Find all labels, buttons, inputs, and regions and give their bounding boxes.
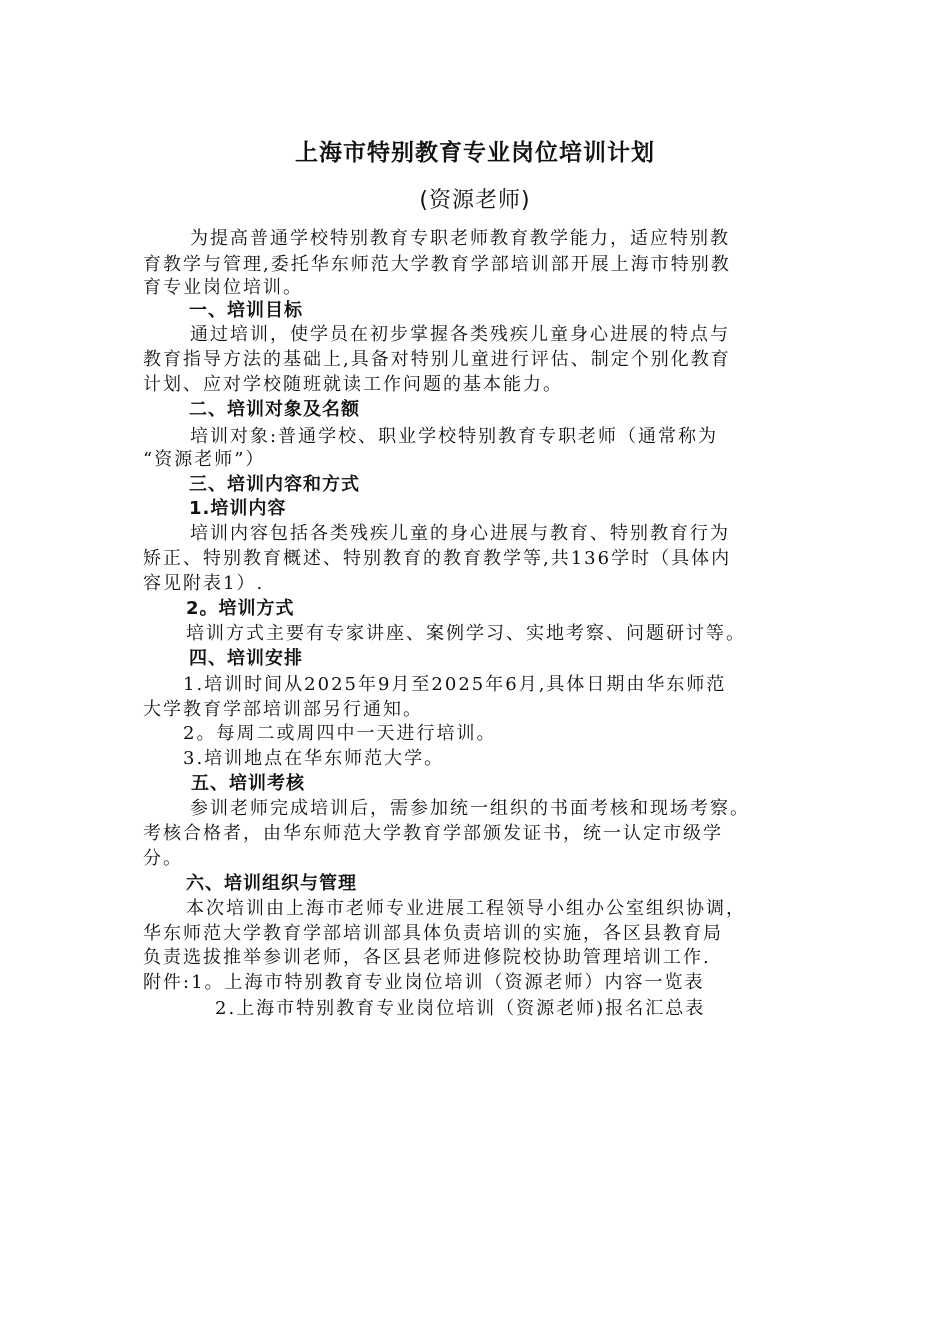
intro-line: 育专业岗位培训。 [143,277,303,298]
paragraph-line: 考核合格者，由华东师范大学教育学部颁发证书，统一认定市级学 [143,823,723,844]
paragraph-line: 负责选拔推举参训老师，各区县老师进修院校协助管理培训工作. [143,947,711,968]
section-heading: 四、培训安排 [189,648,303,669]
attachment-item: 2.上海市特别教育专业岗位培训（资源老师)报名汇总表 [215,998,706,1019]
paragraph-line: 矫正、特别教育概述、特别教育的教育教学等,共136学时（具体内 [143,548,732,569]
paragraph-line: 教育指导方法的基础上,具备对特别儿童进行评估、制定个别化教育 [143,349,731,370]
paragraph-line: 华东师范大学教育学部培训部具体负责培训的实施，各区县教育局 [143,923,723,944]
paragraph-line: 本次培训由上海市老师专业进展工程领导小组办公室组织协调， [186,898,746,919]
paragraph-line: 培训内容包括各类残疾儿童的身心进展与教育、特别教育行为 [190,523,730,544]
subsection-heading: 1.培训内容 [189,498,287,519]
paragraph-line: 计划、应对学校随班就读工作问题的基本能力。 [143,374,563,395]
intro-line: 育教学与管理,委托华东师范大学教育学部培训部开展上海市特别教 [143,254,731,275]
paragraph-line: 容见附表1）. [143,573,265,594]
paragraph-line: 大学教育学部培训部另行通知。 [143,699,423,720]
document-title: 上海市特别教育专业岗位培训计划 [295,140,655,166]
section-heading: 五、培训考核 [191,773,305,794]
paragraph-line: 通过培训，使学员在初步掌握各类残疾儿童身心进展的特点与 [190,324,730,345]
subsection-heading: 2。培训方式 [186,598,295,619]
paragraph-line: “资源老师”） [143,449,266,470]
paragraph-line: 培训对象:普通学校、职业学校特别教育专职老师（通常称为 [190,426,719,447]
paragraph-line: 3.培训地点在华东师范大学。 [183,748,445,769]
paragraph-line: 参训老师完成培训后，需参加统一组织的书面考核和现场考察。 [190,798,750,819]
section-heading: 一、培训目标 [189,300,303,321]
section-heading: 三、培训内容和方式 [189,474,360,495]
paragraph-line: 分。 [143,848,183,869]
paragraph-line: 2。每周二或周四中一天进行培训。 [183,723,497,744]
section-heading: 二、培训对象及名额 [189,399,360,420]
attachment-item: 附件:1。上海市特别教育专业岗位培训（资源老师）内容一览表 [143,972,705,993]
section-heading: 六、培训组织与管理 [186,873,357,894]
document-subtitle: (资源老师) [419,188,531,213]
intro-line: 为提高普通学校特别教育专职老师教育教学能力，适应特别教 [190,228,730,249]
paragraph-line: 培训方式主要有专家讲座、案例学习、实地考察、问题研讨等。 [186,623,746,644]
paragraph-line: 1.培训时间从2025年9月至2025年6月,具体日期由华东师范 [183,674,727,695]
